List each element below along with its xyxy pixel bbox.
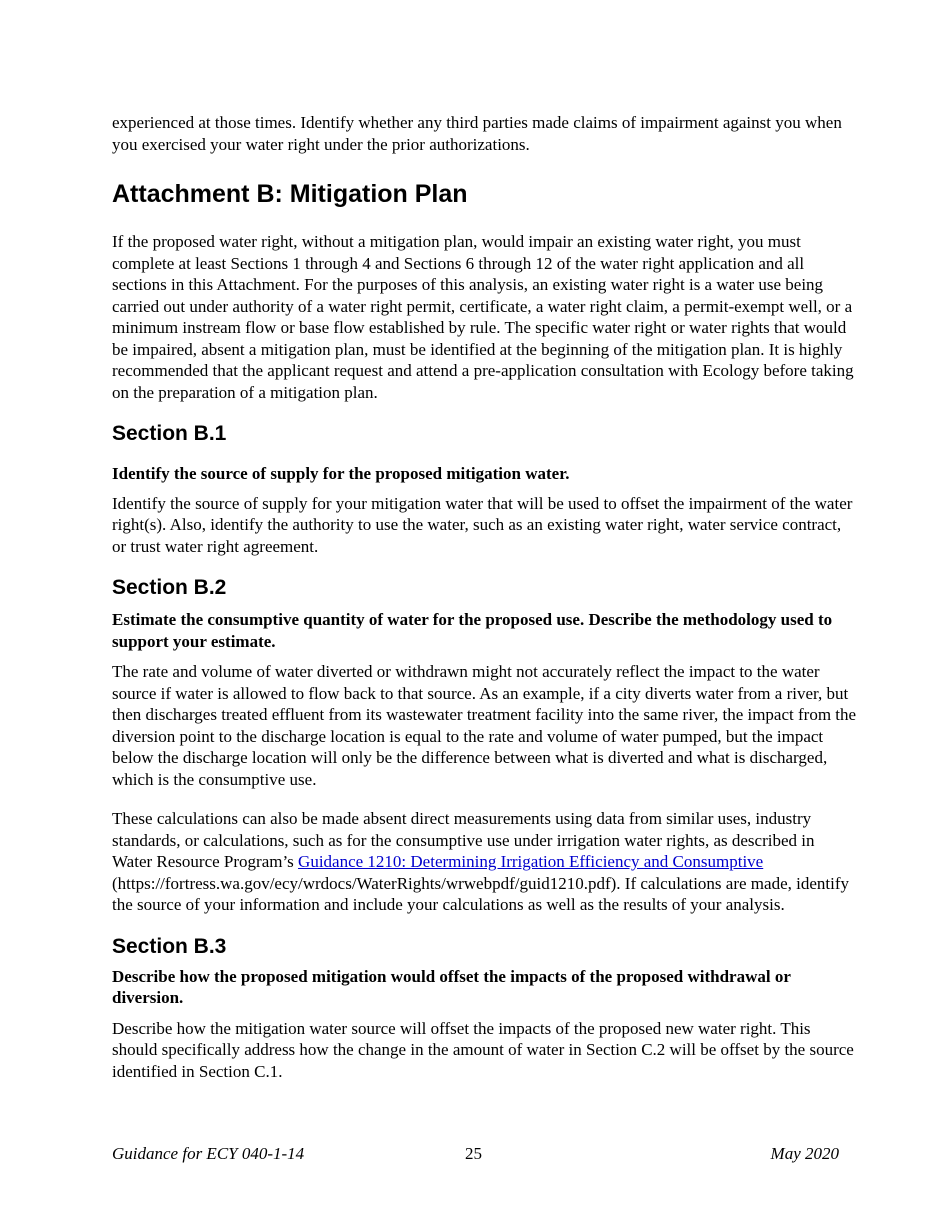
- section-b3-lead: Describe how the proposed mitigation would offset the impacts of the proposed withdrawal or diversion.: [112, 966, 791, 1007]
- section-b2-heading: Section B.2: [112, 576, 227, 599]
- section-b1-heading: Section B.1: [112, 422, 227, 445]
- document-page: [112, 112, 857, 1082]
- page-footer: [112, 1143, 839, 1165]
- section-b2-body2-post: (https://fortress.wa.gov/ecy/wrdocs/WaterRights/wrwebpdf/guid1210.pdf). If calculations are made, identify the source of your information and include your calculations as well as the results of your analysis.: [112, 873, 849, 914]
- guidance-1210-link[interactable]: Guidance 1210: Determining Irrigation Efficiency and Consumptive: [298, 852, 764, 871]
- attachment-body: If the proposed water right, without a mitigation plan, would impair an existing water right, you must complete at least Sections 1 through 4 and Sections 6 through 12 of the water right application and all sections in this Attachment. For the purposes of this analysis, an existing water right is a water use being carried out under authority of a water right permit, certificate, a water right claim, a permit-exempt well, or a minimum instream flow or base flow established by rule. The specific water right or water rights that would be impaired, absent a mitigation plan, must be identified at the beginning of the mitigation plan. It is highly recommended that the applicant request and attend a pre-application consultation with Ecology before taking on the preparation of a mitigation plan.: [112, 232, 854, 402]
- intro-paragraph: experienced at those times. Identify whether any third parties made claims of impairment against you when you exercised your water right under the prior authorizations.: [112, 113, 842, 154]
- section-b3-body: Describe how the mitigation water source will offset the impacts of the proposed new water right. This should specifically address how the change in the amount of water in Section C.2 will be offset by the source identified in Section C.1.: [112, 1018, 854, 1081]
- section-b2-body2-pre: These calculations can also be made absent direct measurements using data from similar uses, industry standards, or calculations, such as for the consumptive use under irrigation water rights, as described in Water Resource Program’s: [112, 809, 815, 871]
- footer-page-number: 25: [465, 1144, 482, 1163]
- attachment-title: Attachment B: Mitigation Plan: [112, 180, 468, 208]
- section-b3-heading: Section B.3: [112, 934, 227, 958]
- section-b1-lead: Identify the source of supply for the proposed mitigation water.: [112, 464, 570, 483]
- section-b2-body1: The rate and volume of water diverted or withdrawn might not accurately reflect the impact to the water source if water is allowed to flow back to that source. As an example, if a city diverts water from a river, but then discharges treated effluent from its wastewater treatment facility into the same river, the impact from the diversion point to the discharge location is equal to the rate and volume of water pumped, but the impact below the discharge location will only be the difference between what is diverted and what is discharged, which is the consumptive use.: [112, 662, 857, 789]
- footer-date: May 2020: [770, 1144, 839, 1163]
- section-b2-lead: Estimate the consumptive quantity of water for the proposed use. Describe the methodology used to support your estimate.: [112, 610, 833, 651]
- footer-document-title: Guidance for ECY 040-1-14: [112, 1144, 305, 1163]
- section-b1-body: Identify the source of supply for your mitigation water that will be used to offset the impairment of the water right(s). Also, identify the authority to use the water, such as an existing water right, water service contract, or trust water right agreement.: [112, 493, 853, 556]
- section-b2-body2: [112, 808, 857, 916]
